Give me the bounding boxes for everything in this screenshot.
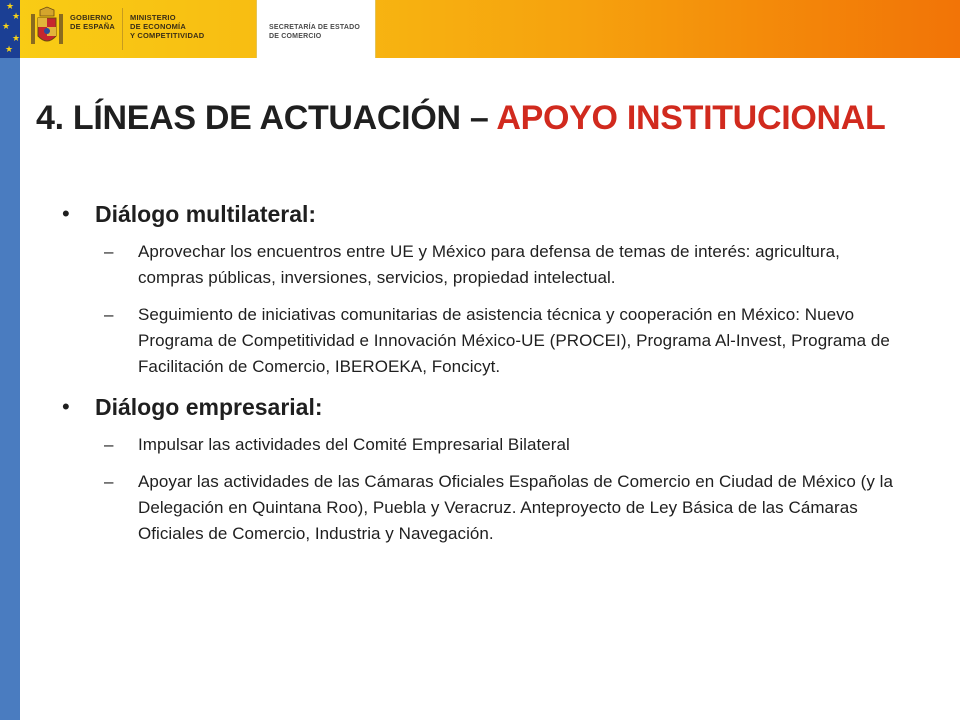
sub-item [60, 302, 920, 380]
coat-of-arms-icon [28, 6, 66, 52]
dash-icon: – [104, 305, 114, 324]
ministry-line-1: MINISTERIO [130, 13, 176, 22]
ministry-label [130, 13, 204, 40]
header-divider [122, 8, 123, 50]
secretaria-line-1: SECRETARÍA DE ESTADO [269, 24, 360, 31]
ministry-line-2: DE ECONOMÍA [130, 22, 186, 31]
bullet-heading: Diálogo multilateral: [95, 201, 317, 227]
sub-item [60, 432, 920, 458]
sub-item [60, 469, 920, 547]
sub-item [60, 239, 920, 291]
secretaria-box [256, 0, 376, 58]
gobierno-line-1: GOBIERNO [70, 13, 113, 22]
dash-icon: – [104, 435, 114, 454]
eu-flag-icon: ★ ★ ★ ★ ★ [0, 0, 20, 58]
bullet-dot-icon: • [62, 201, 70, 226]
bullet-dialogo-multilateral [60, 201, 920, 228]
gobierno-label [70, 13, 115, 31]
sub-item-text: Aprovechar los encuentros entre UE y México para defensa de temas de interés: agricultura, compras públicas, inversiones, servicios, propiedad intelectual. [138, 242, 840, 287]
header-banner [0, 0, 960, 58]
gobierno-line-2: DE ESPAÑA [70, 22, 116, 31]
slide-content [60, 190, 920, 547]
secretaria-label [269, 23, 360, 41]
dash-icon: – [104, 472, 114, 491]
dash-icon: – [104, 242, 114, 261]
title-main: 4. LÍNEAS DE ACTUACIÓN – [36, 99, 497, 137]
bullet-dot-icon: • [62, 394, 70, 419]
sub-item-text: Apoyar las actividades de las Cámaras Oficiales Españolas de Comercio en Ciudad de México (y la Delegación en Quintana Roo), Puebla y Veracruz. Anteproyecto de Ley Básica de las Cámaras Oficiales de Comercio, Industria y Navegación. [138, 472, 893, 543]
bullet-dialogo-empresarial [60, 394, 920, 421]
sub-item-text: Seguimiento de iniciativas comunitarias de asistencia técnica y cooperación en México: Nuevo Programa de Competitividad e Innovación México-UE (PROCEI), Programa Al-Invest, Programa de Facilitación de Comercio, IBEROEKA, Foncicyt. [138, 305, 890, 376]
title-accent: APOYO INSTITUCIONAL [496, 99, 886, 137]
ministry-line-3: Y COMPETITIVIDAD [130, 31, 205, 40]
sub-item-text: Impulsar las actividades del Comité Empresarial Bilateral [138, 435, 570, 454]
left-accent-bar [0, 58, 20, 720]
bullet-heading: Diálogo empresarial: [95, 394, 323, 420]
secretaria-line-2: DE COMERCIO [269, 33, 322, 40]
slide-title [36, 98, 885, 138]
